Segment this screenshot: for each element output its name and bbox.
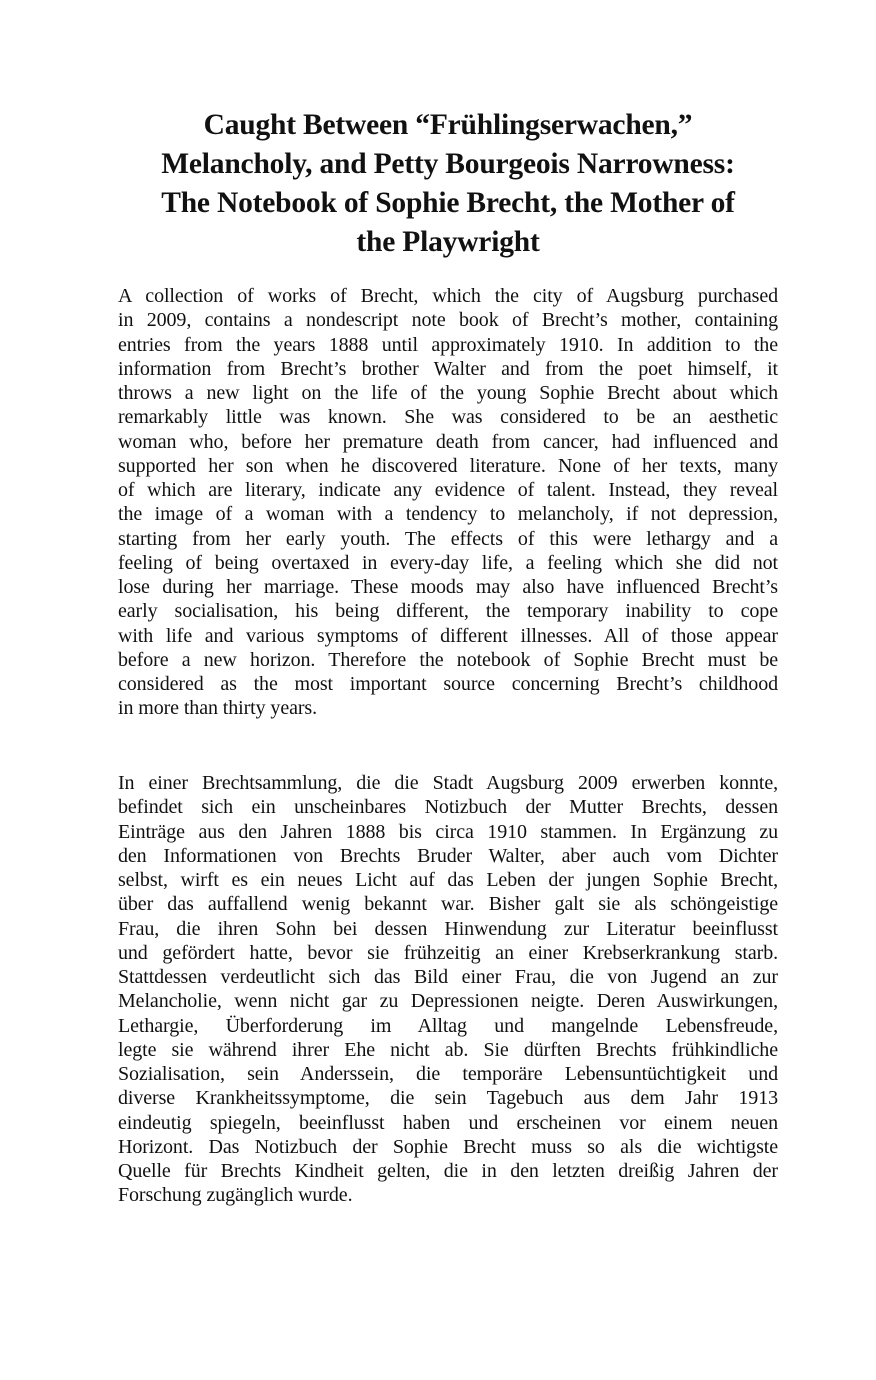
abstract-line: In einer Brechtsammlung, die die Stadt Augsburg 2009 erwerben konnte, xyxy=(118,772,778,794)
title-line: the Playwright xyxy=(356,226,540,258)
abstract-line: lose during her marriage. These moods may also have influenced Brecht’s xyxy=(118,576,778,598)
abstract-line: Einträge aus den Jahren 1888 bis circa 1910 stammen. In Ergänzung zu xyxy=(118,820,778,843)
abstract-line: selbst, wirft es ein neues Licht auf das Leben der jungen Sophie Brecht, xyxy=(118,869,778,891)
abstract-line: Forschung zugänglich wurde. xyxy=(118,1184,353,1207)
abstract-line: Frau, die ihren Sohn bei dessen Hinwendung zur Literatur beeinflusst xyxy=(118,917,778,940)
title-line: Melancholy, and Petty Bourgeois Narrowness: xyxy=(161,148,735,180)
abstract-line: entries from the years 1888 until approximately 1910. In addition to the xyxy=(118,333,778,356)
abstract-line: A collection of works of Brecht, which the city of Augsburg purchased xyxy=(118,285,778,307)
abstract-line: throws a new light on the life of the young Sophie Brecht about which xyxy=(118,382,778,404)
title-line: The Notebook of Sophie Brecht, the Mother of xyxy=(161,187,735,219)
title-line: Caught Between “Frühlingserwachen,” xyxy=(203,109,693,141)
abstract-line: the image of a woman with a tendency to melancholy, if not depression, xyxy=(118,503,778,526)
abstract-line: information from Brecht’s brother Walter and from the poet himself, it xyxy=(118,357,778,380)
abstract-german xyxy=(118,771,778,1208)
abstract-line: of which are literary, indicate any evidence of talent. Instead, they reveal xyxy=(118,479,778,501)
article-title xyxy=(118,106,778,262)
abstract-line: und gefördert hatte, bevor sie frühzeitig an einer Krebserkrankung starb. xyxy=(118,941,778,964)
abstract-line: woman who, before her premature death from cancer, had influenced and xyxy=(118,430,778,453)
abstract-line: befindet sich ein unscheinbares Notizbuch der Mutter Brechts, dessen xyxy=(118,796,778,819)
abstract-line: feeling of being overtaxed in every-day life, a feeling which she did not xyxy=(118,551,778,574)
abstract-line: den Informationen von Brechts Bruder Walter, aber auch vom Dichter xyxy=(118,844,778,867)
abstract-line: Lethargie, Überforderung im Alltag und mangelnde Lebensfreude, xyxy=(118,1014,778,1037)
abstract-line: Sozialisation, sein Anderssein, die temporäre Lebensuntüchtigkeit und xyxy=(118,1063,778,1085)
abstract-line: über das auffallend wenig bekannt war. Bisher galt sie als schöngeistige xyxy=(118,893,778,916)
abstract-line: considered as the most important source concerning Brecht’s childhood xyxy=(118,673,778,695)
abstract-line: Stattdessen verdeutlicht sich das Bild einer Frau, die von Jugend an zur xyxy=(118,966,778,988)
abstract-line: Melancholie, wenn nicht gar zu Depressionen neigte. Deren Auswirkungen, xyxy=(118,990,778,1013)
abstract-english xyxy=(118,284,778,721)
abstract-line: legte sie während ihrer Ehe nicht ab. Sie dürften Brechts frühkindliche xyxy=(118,1038,778,1061)
abstract-line: in more than thirty years. xyxy=(118,697,318,720)
abstract-line: Quelle für Brechts Kindheit gelten, die in den letzten dreißig Jahren der xyxy=(118,1160,778,1182)
abstract-line: remarkably little was known. She was considered to be an aesthetic xyxy=(118,406,778,429)
abstract-line: starting from her early youth. The effects of this were lethargy and a xyxy=(118,527,778,550)
abstract-line: eindeutig spiegeln, beeinflusst haben und erscheinen vor einem neuen xyxy=(118,1111,778,1134)
abstract-line: diverse Krankheitssymptome, die sein Tagebuch aus dem Jahr 1913 xyxy=(118,1087,778,1110)
abstract-line: supported her son when he discovered literature. None of her texts, many xyxy=(118,454,778,477)
abstract-line: early socialisation, his being different, the temporary inability to cope xyxy=(118,600,778,623)
abstract-line: in 2009, contains a nondescript note book of Brecht’s mother, containing xyxy=(118,309,778,332)
abstract-line: with life and various symptoms of different illnesses. All of those appear xyxy=(118,624,778,647)
abstract-line: before a new horizon. Therefore the notebook of Sophie Brecht must be xyxy=(118,648,778,671)
abstract-line: Horizont. Das Notizbuch der Sophie Brecht muss so als die wichtigste xyxy=(118,1135,778,1158)
